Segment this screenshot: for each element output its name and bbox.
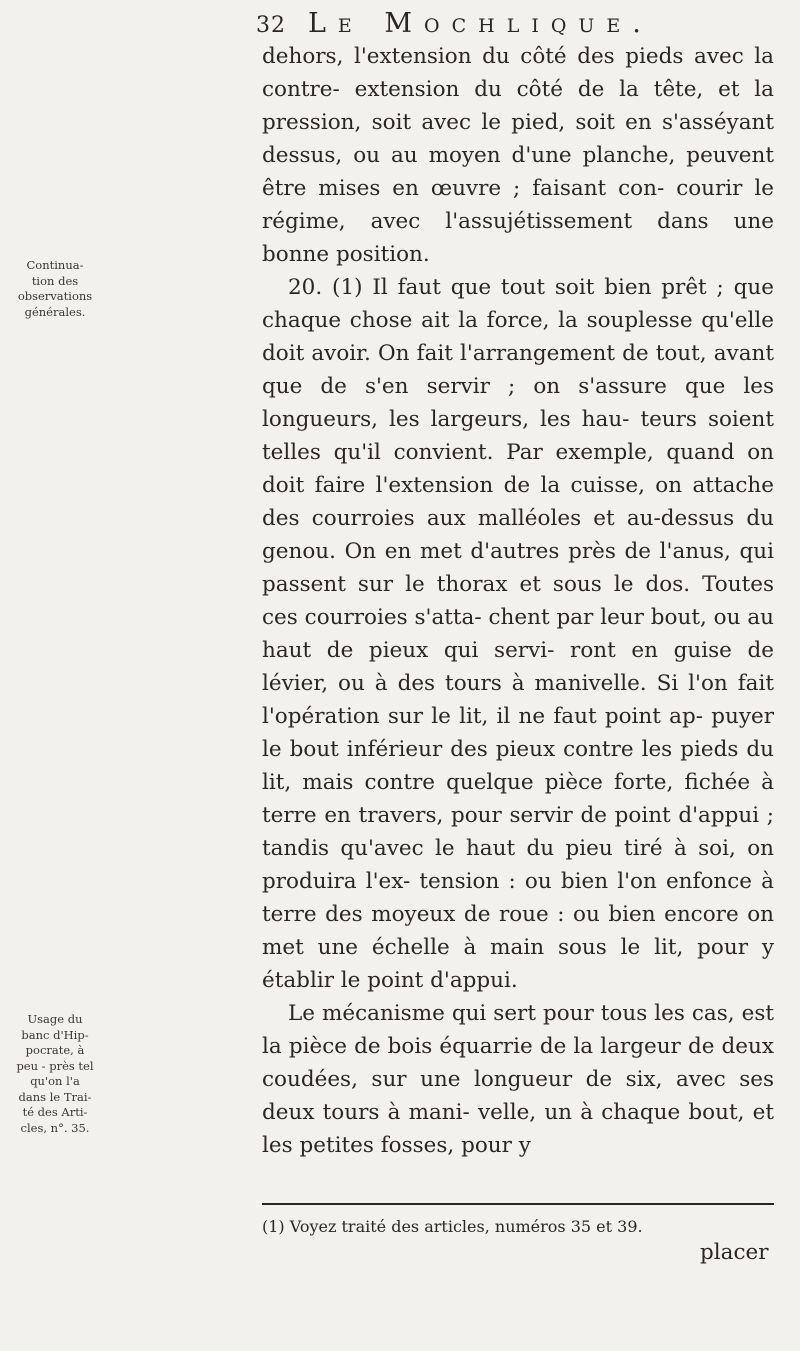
text-line: courroies aux malléoles et au-dessus du genou. On <box>262 506 774 564</box>
text-line: puyer le bout inférieur des pieux contre les pieds du <box>262 704 775 762</box>
text-line: roue : ou bien encore on met une échelle à main sous <box>262 902 774 960</box>
paragraph-continued <box>262 40 774 271</box>
margin-note-line: Usage du <box>27 1012 83 1026</box>
running-title: Le Mochlique. <box>308 8 653 39</box>
text-line: tension : ou bien l'on enfonce à terre des moyeux de <box>262 869 774 927</box>
text-line: pièce de bois équarrie de la largeur de deux coudées, <box>262 1034 774 1092</box>
footnote-rule <box>262 1203 774 1205</box>
footnote: (1) Voyez traité des articles, numéros 35 et 39. <box>262 1217 643 1236</box>
text-line: planche, peuvent être mises en œuvre ; faisant con- <box>262 143 774 201</box>
margin-note-line: tion des <box>31 273 79 288</box>
text-line: courir le régime, avec l'assujétissement dans une <box>262 176 774 234</box>
text-line: thorax et sous le dos. Toutes ces courroies s'atta- <box>262 572 774 630</box>
text-line: on s'assure que les longueurs, les largeurs, les hau- <box>262 374 775 432</box>
text-line: extension du côté de la tête, et la pression, soit avec <box>262 77 774 135</box>
text-line: bonne position. <box>262 242 430 267</box>
text-line: lit, mais contre quelque pièce forte, fichée à terre <box>262 770 774 828</box>
text-line: le pied, soit en s'asséyant dessus, ou au moyen d'une <box>262 110 774 168</box>
text-line: 20. (1) Il faut que tout soit bien prêt ; que chaque <box>262 275 774 333</box>
margin-note-line: observations <box>17 289 93 303</box>
margin-note-line: pocrate, à <box>25 1043 85 1057</box>
page-number: 32 <box>256 13 286 38</box>
margin-note-line: qu'on l'a <box>30 1074 80 1088</box>
text-line: en travers, pour servir de point d'appui ; tandis <box>262 803 774 861</box>
text-line: chent par leur bout, ou au haut de pieux qui servi- <box>262 605 774 663</box>
margin-note-usage-banc <box>6 1012 104 1136</box>
text-line: le lit, pour y établir le point d'appui. <box>262 935 774 993</box>
text-line: dehors, l'extension du côté des pieds avec la contre- <box>262 44 774 102</box>
margin-note-line: peu - près tel <box>16 1058 94 1073</box>
text-line: chose ait la force, la souplesse qu'elle doit avoir. On <box>262 308 775 366</box>
margin-note-line: Continua- <box>26 258 84 272</box>
text-line: teurs soient telles qu'il convient. Par exemple, quand <box>262 407 775 465</box>
text-line: on doit faire l'extension de la cuisse, on attache des <box>262 440 774 531</box>
margin-note-line: dans le Trai- <box>18 1089 92 1104</box>
paragraph-mecanisme <box>262 997 774 1162</box>
margin-note-line: générales. <box>24 304 86 319</box>
catchword: placer <box>700 1240 769 1265</box>
text-line: sur une longueur de six, avec ses deux tours à mani- <box>262 1067 774 1125</box>
margin-note-line: té des Arti- <box>22 1105 88 1119</box>
text-line: Le mécanisme qui sert pour tous les cas, est la <box>262 1001 774 1059</box>
paragraph-20 <box>262 271 774 997</box>
text-line: en met d'autres près de l'anus, qui passent sur le <box>262 539 774 597</box>
text-line: ront en guise de lévier, ou à des tours à manivelle. <box>262 638 775 696</box>
body-text <box>262 40 774 1162</box>
text-line: velle, un à chaque bout, et les petites fosses, pour y <box>262 1100 774 1158</box>
text-line: qu'avec le haut du pieu tiré à soi, on produira l'ex- <box>262 836 774 894</box>
margin-note-continuation <box>6 258 104 320</box>
text-line: fait l'arrangement de tout, avant que de s'en servir ; <box>262 341 774 399</box>
margin-note-line: cles, n°. 35. <box>20 1120 90 1135</box>
text-line: Si l'on fait l'opération sur le lit, il ne faut point ap- <box>262 671 774 729</box>
margin-note-line: banc d'Hip- <box>21 1027 89 1042</box>
